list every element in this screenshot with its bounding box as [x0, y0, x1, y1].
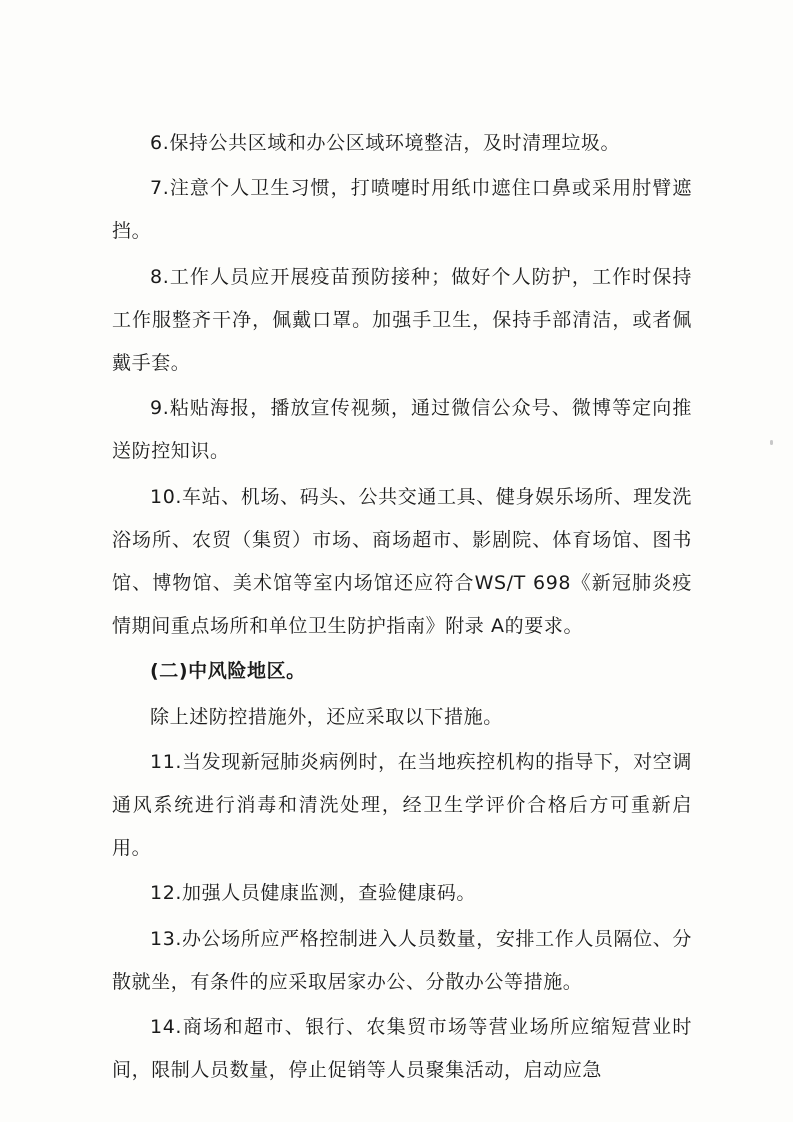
paragraph-item-11: 11.当发现新冠肺炎病例时，在当地疾控机构的指导下，对空调通风系统进行消毒和清洗处理，经卫生学评价合格后方可重新启用。 [112, 750, 692, 860]
document-body [112, 122, 692, 1094]
paragraph-item-12: 12.加强人员健康监测，查验健康码。 [150, 882, 477, 905]
paragraph-item-7: 7.注意个人卫生习惯，打喷嚏时用纸巾遮住口鼻或采用肘臂遮挡。 [112, 177, 692, 243]
paragraph-item-9: 9.粘贴海报，播放宣传视频，通过微信公众号、微博等定向推送防控知识。 [112, 397, 692, 463]
paragraph-item-6: 6.保持公共区域和办公区域环境整洁，及时清理垃圾。 [150, 132, 621, 154]
section-heading-medium-risk: (二)中风险地区。 [150, 660, 306, 683]
paragraph-item-8: 8.工作人员应开展疫苗预防接种；做好个人防护，工作时保持工作服整齐干净，佩戴口罩。加强手卫生，保持手部清洁，或者佩戴手套。 [112, 265, 692, 375]
scan-speck [770, 440, 773, 445]
paragraph-item-13: 13.办公场所应严格控制进入人员数量，安排工作人员隔位、分散就坐，有条件的应采取居家办公、分散办公等措施。 [112, 927, 692, 993]
paragraph-item-14: 14.商场和超市、银行、农集贸市场等营业场所应缩短营业时间，限制人员数量，停止促销等人员聚集活动，启动应急 [112, 1016, 692, 1082]
paragraph-intro: 除上述防控措施外，还应采取以下措施。 [150, 705, 503, 728]
paragraph-item-10: 10.车站、机场、码头、公共交通工具、健身娱乐场所、理发洗浴场所、农贸（集贸）市场、商场超市、影剧院、体育场馆、图书馆、博物馆、美术馆等室内场馆还应符合WS/T 698《新冠肺炎疫情期间重点场所和单位卫生防护指南》附录 A的要求。 [112, 485, 692, 638]
